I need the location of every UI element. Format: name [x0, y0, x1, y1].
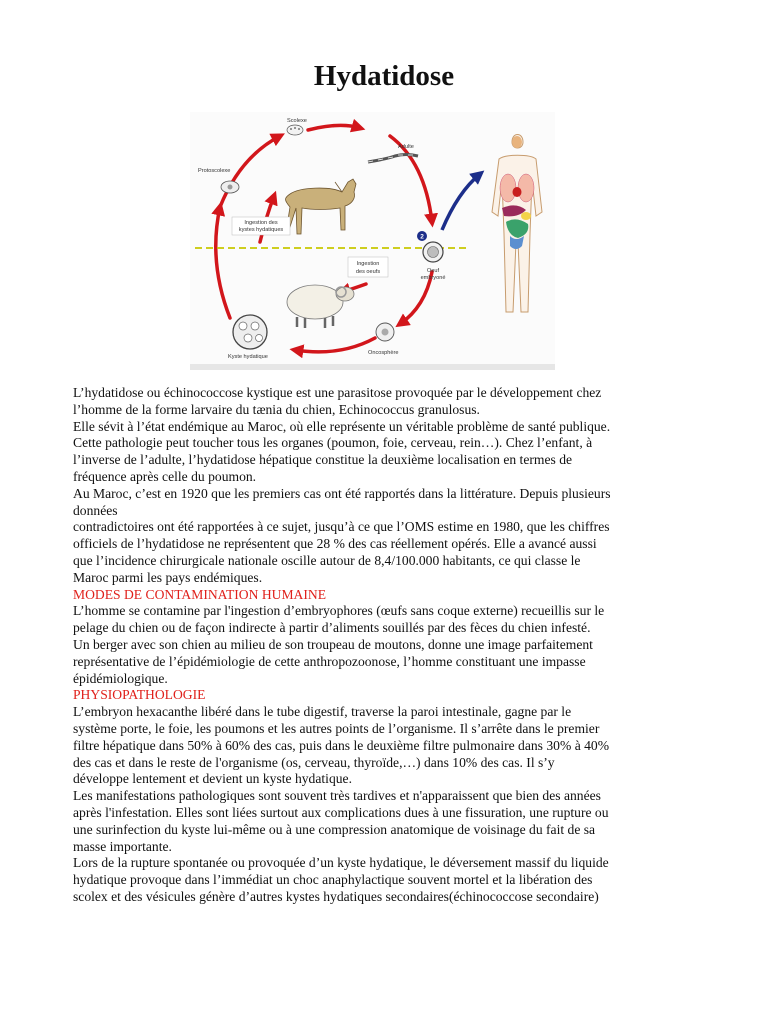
text-line: Les manifestations pathologiques sont souvent très tardives et n'apparaissent que bien des années [73, 788, 601, 804]
label-oncosphere: Oncosphère [368, 350, 399, 356]
page-title: Hydatidose [313, 60, 455, 92]
section-heading: MODES DE CONTAMINATION HUMAINE [73, 586, 327, 602]
text-line: épidémiologique. [73, 670, 168, 686]
section-heading: PHYSIOPATHOLOGIE [73, 687, 206, 703]
label-ingestion-kystes-1: Ingestion des [244, 220, 278, 226]
text-line: l’inverse de l’adulte, l’hydatidose hépatique constitue la deuxième localisation en termes de [73, 452, 573, 468]
protoscolex-illustration [221, 181, 239, 193]
text-line: données [73, 502, 118, 518]
text-line: L’embryon hexacanthe libéré dans le tube digestif, traverse la paroi intestinale, gagne par le [73, 704, 572, 720]
label-oeuf-2: embryoné [420, 275, 446, 281]
text-line: fréquence après celle du poumon. [73, 468, 257, 484]
text-line: Un berger avec son chien au milieu de son troupeau de moutons, donne une image parfaitement [73, 636, 593, 652]
text-line: après l'infestation. Elles sont liées surtout aux complications dues à une fissuration, une rupture ou [73, 804, 609, 820]
text-line: L’hydatidose ou échinococcose kystique est une parasitose provoquée par le développement chez [73, 385, 602, 400]
label-ingestion-oeufs-2: des oeufs [355, 269, 381, 275]
text-line: développe lentement et devient un kyste hydatique. [73, 771, 352, 787]
life-cycle-figure [190, 112, 555, 370]
figure-bottom-border [190, 364, 555, 370]
text-line: Lors de la rupture spontanée ou provoquée d’un kyste hydatique, le déversement massif du liquide [73, 855, 609, 871]
text-line: contradictoires ont été rapportées à ce sujet, jusqu’à ce que l’OMS estime en 1980, que les chiffres [73, 519, 610, 535]
text-line: Maroc parmi les pays endémiques. [73, 569, 263, 585]
text-line: masse importante. [73, 838, 172, 854]
text-line: représentative de l’épidémiologie de cette anthropozoonose, l’homme constituant une impasse [73, 653, 586, 669]
label-protoscolexe: Protoscolexe [198, 168, 231, 174]
label-kyste: Kyste hydatique [228, 354, 268, 360]
text-line: filtre hépatique dans 50% à 60% des cas, puis dans le deuxième filtre pulmonaire dans 30% à 40% [73, 737, 610, 753]
scolex-illustration [287, 125, 303, 135]
label-adulte: Adulte [398, 144, 414, 150]
text-line: officiels de l’hydatidose ne représentent que 28 % des cas réellement opérés. Elle a avancé aussi [73, 536, 597, 552]
label-ingestion-oeufs-1: Ingestion [356, 261, 380, 267]
text-line: L’homme se contamine par l'ingestion d’embryophores (œufs sans coque externe) recueillis sur le [73, 603, 605, 619]
body-text [73, 385, 693, 906]
oncosphere-illustration [376, 323, 394, 341]
step-number: 2 [420, 233, 424, 241]
text-line: pelage du chien ou de façon indirecte à partir d’aliments souillés par des fèces du chien infesté. [73, 620, 591, 636]
text-line: l’homme de la forme larvaire du tænia du chien, Echinococcus granulosus. [73, 401, 480, 417]
text-line: système porte, le foie, les poumons et les autres points de l’organisme. Il s’arrête dans le premier [73, 720, 600, 736]
label-ingestion-kystes-2: kystes hydatiques [238, 227, 284, 233]
text-line: Elle sévit à l’état endémique au Maroc, où elle représente un véritable problème de santé publique. [73, 418, 611, 434]
text-line: une surinfection du kyste lui-même ou à une compression anatomique de voisinage du fait de sa [73, 821, 596, 837]
text-line: que l’incidence chirurgicale nationale oscille autour de 8,4/100.000 habitants, ce qui classe le [73, 552, 581, 568]
text-line: Au Maroc, c’est en 1920 que les premiers cas ont été rapportés dans la littérature. Depuis plusieurs [73, 485, 611, 501]
hydatid-cyst-illustration [233, 315, 267, 349]
label-oeuf-1: Oeuf [426, 268, 440, 274]
text-line: Cette pathologie peut toucher tous les organes (poumon, foie, cerveau, rein…). Chez l’enfant, à [73, 435, 593, 451]
text-line: scolex et des vésicules génère d’autres kystes hydatiques secondaires(échinococcose secondaire) [73, 888, 599, 904]
label-scolexe: Scolexe [287, 118, 307, 124]
text-line: hydatique provoque dans l’immédiat un choc anaphylactique souvent mortel et la libération des [73, 872, 593, 888]
text-line: des cas et dans le reste de l'organisme (os, cerveau, thyroïde,…) dans 10% des cas. Il s’y [73, 754, 555, 770]
